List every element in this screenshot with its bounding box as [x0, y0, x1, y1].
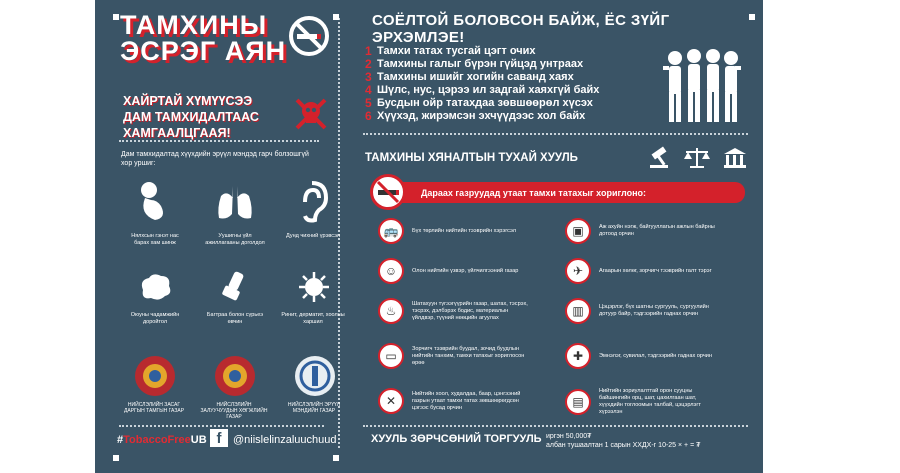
- law-icons: [648, 146, 748, 170]
- rule-number: 1: [365, 43, 372, 58]
- protect-line2: ДАМ ТАМХИДАЛТААС: [123, 110, 259, 124]
- rule-text: Тамхины ишийг хогийн саванд хаях: [377, 70, 574, 83]
- fetus-icon: [135, 180, 175, 225]
- list-item: [378, 343, 532, 369]
- place-text: Агаарын хөлөг, зорчигч тээврийн галт тэрэг: [599, 267, 712, 274]
- protect-line3: ХАМГААЛЦГААЯ!: [123, 126, 231, 140]
- list-item: [365, 70, 599, 83]
- horizontal-divider: [119, 425, 324, 427]
- place-text: Аж ахуйн нэгж, байгууллагын ажлын байрны дотоод орчин: [599, 224, 715, 237]
- bench-icon: ▭: [378, 343, 404, 369]
- effect-label: Дунд чихний үрэвсэл: [286, 233, 340, 239]
- no-smoking-icon: [287, 14, 331, 58]
- brain-icon: [137, 272, 173, 302]
- place-text: Зорчигч тээврийн буудал, зочид буудлын нийтийн танхим, тамхи татахыг хориглосон өрөө: [412, 345, 525, 366]
- cutlery-icon: ✕: [378, 388, 404, 414]
- health-department-logo: [293, 352, 337, 400]
- horizontal-divider: [363, 133, 748, 135]
- rule-number: 6: [365, 108, 372, 123]
- place-text: Эмнэлэг, сувилал, тэдгээрийн гаднах орчин: [599, 352, 713, 359]
- list-item: [565, 343, 719, 369]
- fine-details: [546, 432, 700, 450]
- place-text: Олон нийтийн үзвэр, үйлчилгээний газар: [412, 267, 519, 274]
- rule-number: 5: [365, 95, 372, 110]
- emblem-caption: НИЙСЛЭЛИЙН ЭРҮҮЛ МЭНДИЙН ГАЗАР: [287, 402, 341, 414]
- prohibition-banner: Дараах газруудад утаат тамхи татахыг хориглоно:: [383, 182, 745, 203]
- hashtag-suffix: UB: [190, 434, 207, 446]
- protect-heading: [123, 93, 259, 141]
- briefcase-icon: ▣: [565, 218, 591, 244]
- fine-official: албан тушаалтан 1 сарын ХХДХ-г 10-25 × + = ₮: [546, 442, 701, 449]
- hashtag-prefix: #: [117, 434, 124, 446]
- effect-label: Нялхсын гэнэт нас барах хам шинж: [131, 233, 179, 246]
- list-item: [565, 218, 719, 244]
- hashtag-main: TobaccoFree: [123, 434, 191, 446]
- medical-cross-icon: ✚: [565, 343, 591, 369]
- hashtag: [117, 434, 207, 446]
- etiquette-title: СОЁЛТОЙ БОЛОВСОН БАЙЖ, ЁС ЗҮЙГ ЭРХЭМЛЭЕ!: [372, 12, 670, 46]
- ear-icon: [295, 180, 329, 224]
- airplane-icon: ✈: [565, 258, 591, 284]
- state-emblem-logo: [213, 352, 257, 400]
- place-text: Бүх төрлийн нийтийн тээврийн хэрэгсэл: [412, 227, 516, 234]
- rule-text: Шүлс, нус, цэрээ ил задгай хаяхгүй байх: [377, 83, 600, 96]
- effect-label: Уушигны үйл ажиллагааны доголдол: [205, 233, 265, 246]
- rule-text: Хүүхэд, жирэмсэн эхчүүдээс хол байх: [377, 109, 586, 122]
- no-cigarette-icon: [370, 174, 406, 210]
- rule-number: 3: [365, 69, 372, 84]
- horizontal-divider: [363, 425, 748, 427]
- building-icon: ▤: [565, 389, 591, 415]
- rule-text: Бусдын ойр татахдаа зөвшөөрөл хүсэх: [377, 96, 593, 109]
- virus-icon: [297, 270, 331, 304]
- emblem-caption: НИЙСЛЭЛИЙН ЗАЛУУЧУУДЫН ХӨГЖЛИЙН ГАЗАР: [200, 402, 268, 420]
- rule-number: 2: [365, 56, 372, 71]
- list-item: [365, 109, 599, 122]
- list-item: [565, 258, 719, 284]
- etiquette-list: [365, 44, 599, 122]
- list-item: [365, 96, 599, 109]
- place-text: Шатахуун түгээгүүрийн газар, шатах, тэсрэх, тэсрэх, дэлбэрэх бодис, материалын үйлдвэр, түүний нөөцийн агуулах: [412, 300, 528, 321]
- inhaler-icon: [219, 270, 251, 304]
- corner-square: [113, 14, 119, 20]
- corner-square: [333, 14, 339, 20]
- rule-text: Тамхины галыг бүрэн гүйцэд унтраах: [377, 57, 584, 70]
- place-text: Нийтийн хоол, худалдаа, баар, цэнгээний газрын утаат тамхи татах зөвшөөрөгдсөн цэгээс бусад орчин: [412, 390, 521, 411]
- lungs-icon: [215, 182, 255, 222]
- theater-masks-icon: ☺: [378, 258, 404, 284]
- list-item: [365, 44, 599, 57]
- list-item: [565, 388, 719, 416]
- campaign-title-line2: ЭСРЭГ АЯН: [120, 36, 287, 66]
- state-emblem-logo: [133, 352, 177, 400]
- effect-label: Багтраа болон сүрьеэ өвчин: [206, 312, 264, 325]
- book-icon: ▥: [565, 298, 591, 324]
- list-item: [365, 57, 599, 70]
- effect-label: Оюуны чадамжийн доройтол: [130, 312, 180, 325]
- rule-number: 4: [365, 82, 372, 97]
- list-item: [378, 218, 532, 244]
- list-item: [365, 83, 599, 96]
- fine-citizen: иргэн 50,000₮: [546, 433, 592, 440]
- law-title: ТАМХИНЫ ХЯНАЛТЫН ТУХАЙ ХУУЛЬ: [365, 152, 578, 164]
- rule-text: Тамхи татах тусгай цэгт очих: [377, 44, 536, 57]
- place-text: Нийтийн зориулалттай орон сууцны байшингийн орц, шат, цахилгаан шат, хүүхдийн тоглоомын талбай, цэцэрлэгт хүрээлэн: [599, 388, 701, 415]
- facebook-icon: f: [210, 429, 228, 447]
- list-item: [378, 388, 532, 414]
- fire-icon: ♨: [378, 298, 404, 324]
- corner-square: [113, 455, 119, 461]
- people-group-icon: [661, 46, 743, 126]
- list-item: [378, 298, 532, 324]
- list-item: [565, 298, 719, 324]
- list-item: [378, 258, 532, 284]
- campaign-title-line1: ТАМХИНЫ: [120, 10, 268, 40]
- bus-car-icon: 🚌: [378, 218, 404, 244]
- protect-line1: ХАЙРТАЙ ХҮМҮҮСЭЭ: [123, 94, 253, 108]
- poster: [95, 0, 763, 473]
- fine-title: ХУУЛЬ ЗӨРЧСӨНИЙ ТОРГУУЛЬ: [371, 433, 542, 445]
- skull-crossbones-icon: [293, 96, 329, 132]
- corner-square: [333, 455, 339, 461]
- place-text: Цэцэрлэг, бүх шатны сургууль, сургуулийн дотуур байр, тэдгээрийн гаднах орчин: [599, 304, 709, 317]
- effect-label: Ринит, дерматит, хоолны харшил: [281, 312, 345, 325]
- harm-intro: Дам тамхидалтад хүүхдийн эрүүл мэндэд гарч болзошгүй хор уршиг:: [121, 151, 309, 167]
- emblem-caption: НИЙСЛЭЛИЙН ЗАСАГ ДАРГЫН ТАМГЫН ГАЗАР: [123, 402, 185, 414]
- facebook-handle: @niislelinzaluuchuud: [233, 434, 337, 446]
